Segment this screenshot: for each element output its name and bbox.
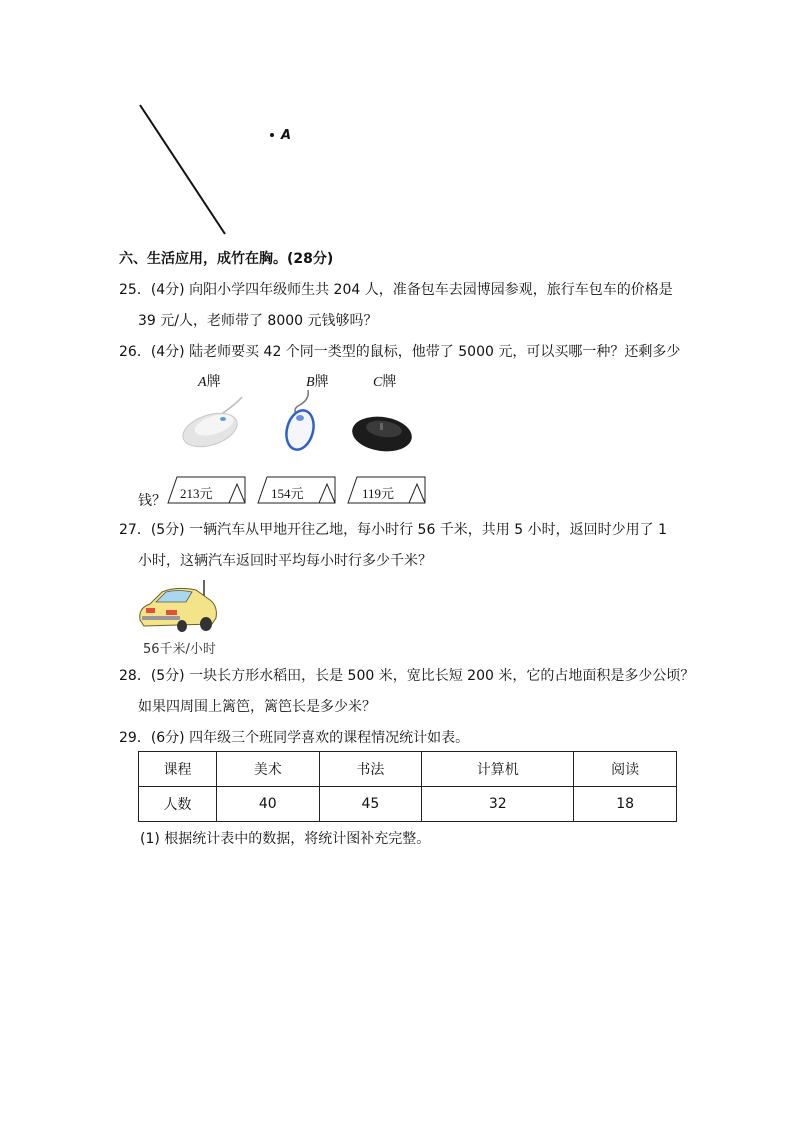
q26-line-1: 26．(4分) 陆老师要买 42 个同一类型的鼠标，他带了 5000 元，可以买哪一种？还剩多少 (119, 344, 681, 360)
q28-line-2: 如果四周围上篱笆，篱笆长是多少米？ (138, 699, 376, 715)
mouse-c-icon (350, 412, 415, 457)
table-cell: 32 (422, 787, 574, 822)
table-header-row (139, 752, 677, 787)
q29-sub-question-1: (1) 根据统计表中的数据，将统计图补充完整。 (140, 831, 431, 847)
table-cell: 计算机 (422, 752, 574, 787)
section-title: 六、生活应用，成竹在胸。(28分) (119, 251, 334, 267)
q25-line-2: 39 元/人，老师带了 8000 元钱够吗？ (138, 313, 378, 329)
mouse-b-brand: B牌 (306, 375, 329, 390)
course-stats-table (138, 751, 677, 822)
table-cell: 人数 (139, 787, 217, 822)
q27-line-1: 27．(5分) 一辆汽车从甲地开往乙地，每小时行 56 千米，共用 5 小时，返回时少用了 1 (119, 522, 667, 538)
table-cell: 40 (217, 787, 320, 822)
price-b: 154元 (271, 486, 304, 501)
table-cell: 18 (574, 787, 677, 822)
table-cell: 书法 (319, 752, 422, 787)
mouse-b-icon (278, 388, 328, 453)
price-a: 213元 (180, 486, 213, 501)
table-cell: 45 (319, 787, 422, 822)
table-cell: 美术 (217, 752, 320, 787)
q25-line-1: 25．(4分) 向阳小学四年级师生共 204 人，准备包车去园博园参观，旅行车包车的价格是 (119, 282, 673, 298)
mouse-a-brand: A牌 (198, 375, 221, 390)
q28-line-1: 28．(5分) 一块长方形水稻田，长是 500 米，宽比长短 200 米，它的占地面积是多少公顷？ (119, 668, 695, 684)
price-c: 119元 (362, 486, 395, 501)
table-cell: 课程 (139, 752, 217, 787)
geometry-figure (130, 95, 330, 245)
table-row (139, 787, 677, 822)
q27-line-2: 小时，这辆汽车返回时平均每小时行多少千米？ (138, 553, 432, 569)
q26-line-2: 钱？ (138, 493, 166, 509)
car-speed-label: 56千米/小时 (143, 642, 216, 657)
table-cell: 阅读 (574, 752, 677, 787)
q29-line-1: 29．(6分) 四年级三个班同学喜欢的课程情况统计如表。 (119, 730, 470, 746)
mouse-a-icon (180, 395, 250, 450)
car-icon (136, 580, 221, 635)
point-a-label: A (281, 128, 292, 143)
mouse-c-brand: C牌 (373, 375, 397, 390)
